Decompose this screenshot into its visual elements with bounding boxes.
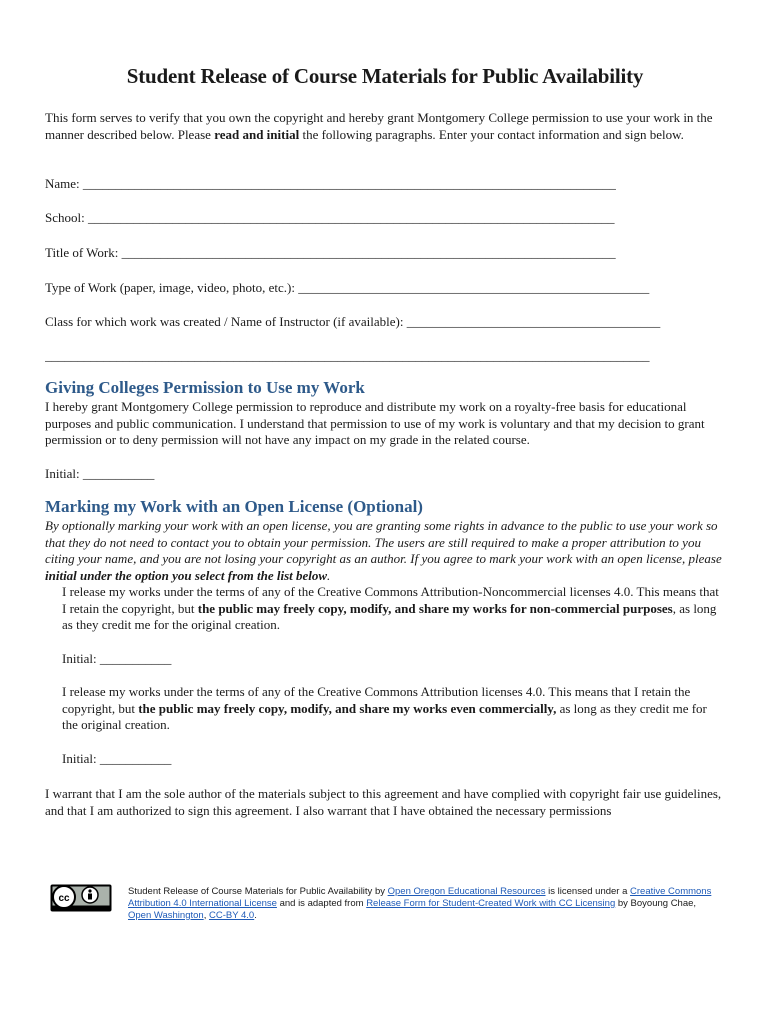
class-instructor-field[interactable]: Class for which work was created / Name of Instructor (if available): _______________________________________ <box>45 314 661 329</box>
option1-text: I release my works under the terms of any of the Creative Commons Attribution-Noncommercial licenses 4.0. This means that I retain the copyright, but <box>62 584 719 616</box>
footer-text: and is adapted from <box>276 898 367 909</box>
intro-text: This form serves to verify that you own the copyright and hereby grant Montgomery College permission to use your work in the manner described below. Please <box>45 110 713 142</box>
permission-initial-field[interactable]: Initial: ___________ <box>45 466 155 481</box>
footer-text: is licensed under a <box>545 886 631 897</box>
title-of-work-field[interactable]: Title of Work: ____________________________________________________________________________ <box>45 245 616 260</box>
name-field[interactable]: Name: __________________________________________________________________________________ <box>45 176 616 191</box>
footer-link-release-form[interactable]: Release Form for Student-Created Work with CC Licensing <box>366 898 616 909</box>
license-intro <box>45 518 725 584</box>
intro-emphasis: read and initial <box>214 126 300 142</box>
svg-text:cc: cc <box>58 893 70 904</box>
footer-link-cc-license[interactable]: Creative Commons <box>630 886 712 897</box>
option2-text-end: as long as they credit me for the original creation. <box>62 700 707 732</box>
school-field[interactable]: School: _________________________________________________________________________________ <box>45 210 615 225</box>
cc-by-icon <box>50 884 112 912</box>
warranty-paragraph: I warrant that I am the sole author of the materials subject to this agreement and have complied with copyright fair use guidelines, and that I am authorized to sign this agreement. I also warrant that I have obtained the necessary permissions <box>45 786 722 818</box>
type-of-work-field[interactable]: Type of Work (paper, image, video, photo, etc.): ______________________________________________________ <box>45 280 650 295</box>
license-intro-emphasis: initial under the option you select from the list below <box>45 567 328 583</box>
option1-initial-field[interactable]: Initial: ___________ <box>62 651 172 666</box>
intro-text-end: the following paragraphs. Enter your contact information and sign below. <box>299 126 684 142</box>
license-intro-end: . <box>327 567 331 583</box>
blank-line-field[interactable]: _____________________________________________________________________________________________ <box>45 348 650 363</box>
permission-heading: Giving Colleges Permission to Use my Work <box>45 378 365 397</box>
footer-text: , <box>203 910 209 921</box>
license-intro-text: By optionally marking your work with an open license, you are granting some rights in advance to the public to use your work so that they do not need to contact you to obtain your permission. The users are still required to make a proper attribution to you citing your name, and you are not losing your copyright as an author. If you agree to mark your work with an open license, please <box>45 518 722 566</box>
intro-paragraph <box>45 110 725 143</box>
option2-initial-field[interactable]: Initial: ___________ <box>62 751 172 766</box>
page-title: Student Release of Course Materials for Public Availability <box>126 64 644 88</box>
footer-link-open-oregon[interactable]: Open Oregon Educational Resources <box>387 886 546 897</box>
license-footer <box>128 886 725 922</box>
license-heading: Marking my Work with an Open License (Optional) <box>45 497 423 516</box>
footer-link-open-washington[interactable]: Open Washington <box>128 910 204 921</box>
footer-text: by Boyoung Chae, <box>615 898 697 909</box>
footer-link-cc-license-cont[interactable]: Attribution 4.0 International License <box>128 898 277 909</box>
option2-emphasis: the public may freely copy, modify, and share my works even commercially, <box>138 700 557 716</box>
option-commercial <box>62 684 725 734</box>
permission-paragraph: I hereby grant Montgomery College permission to reproduce and distribute my work on a royalty-free basis for educational purposes and public communication. I understand that permission to use of my work is voluntary and that my decision to grant permission or to deny permission will not have any impact on my grade in the related course. <box>45 399 705 447</box>
footer-text: Student Release of Course Materials for Public Availability by <box>128 886 388 897</box>
footer-link-cc-by[interactable]: CC-BY 4.0 <box>208 910 255 921</box>
option-noncommercial <box>62 584 725 634</box>
footer-text: . <box>254 910 257 921</box>
option2-text: I release my works under the terms of any of the Creative Commons Attribution licenses 4.0. This means that I retain the copyright, but <box>62 684 691 716</box>
option1-text-end: , as long as they credit me for the original creation. <box>62 600 717 632</box>
option1-emphasis: the public may freely copy, modify, and share my works for non-commercial purposes <box>197 600 673 616</box>
